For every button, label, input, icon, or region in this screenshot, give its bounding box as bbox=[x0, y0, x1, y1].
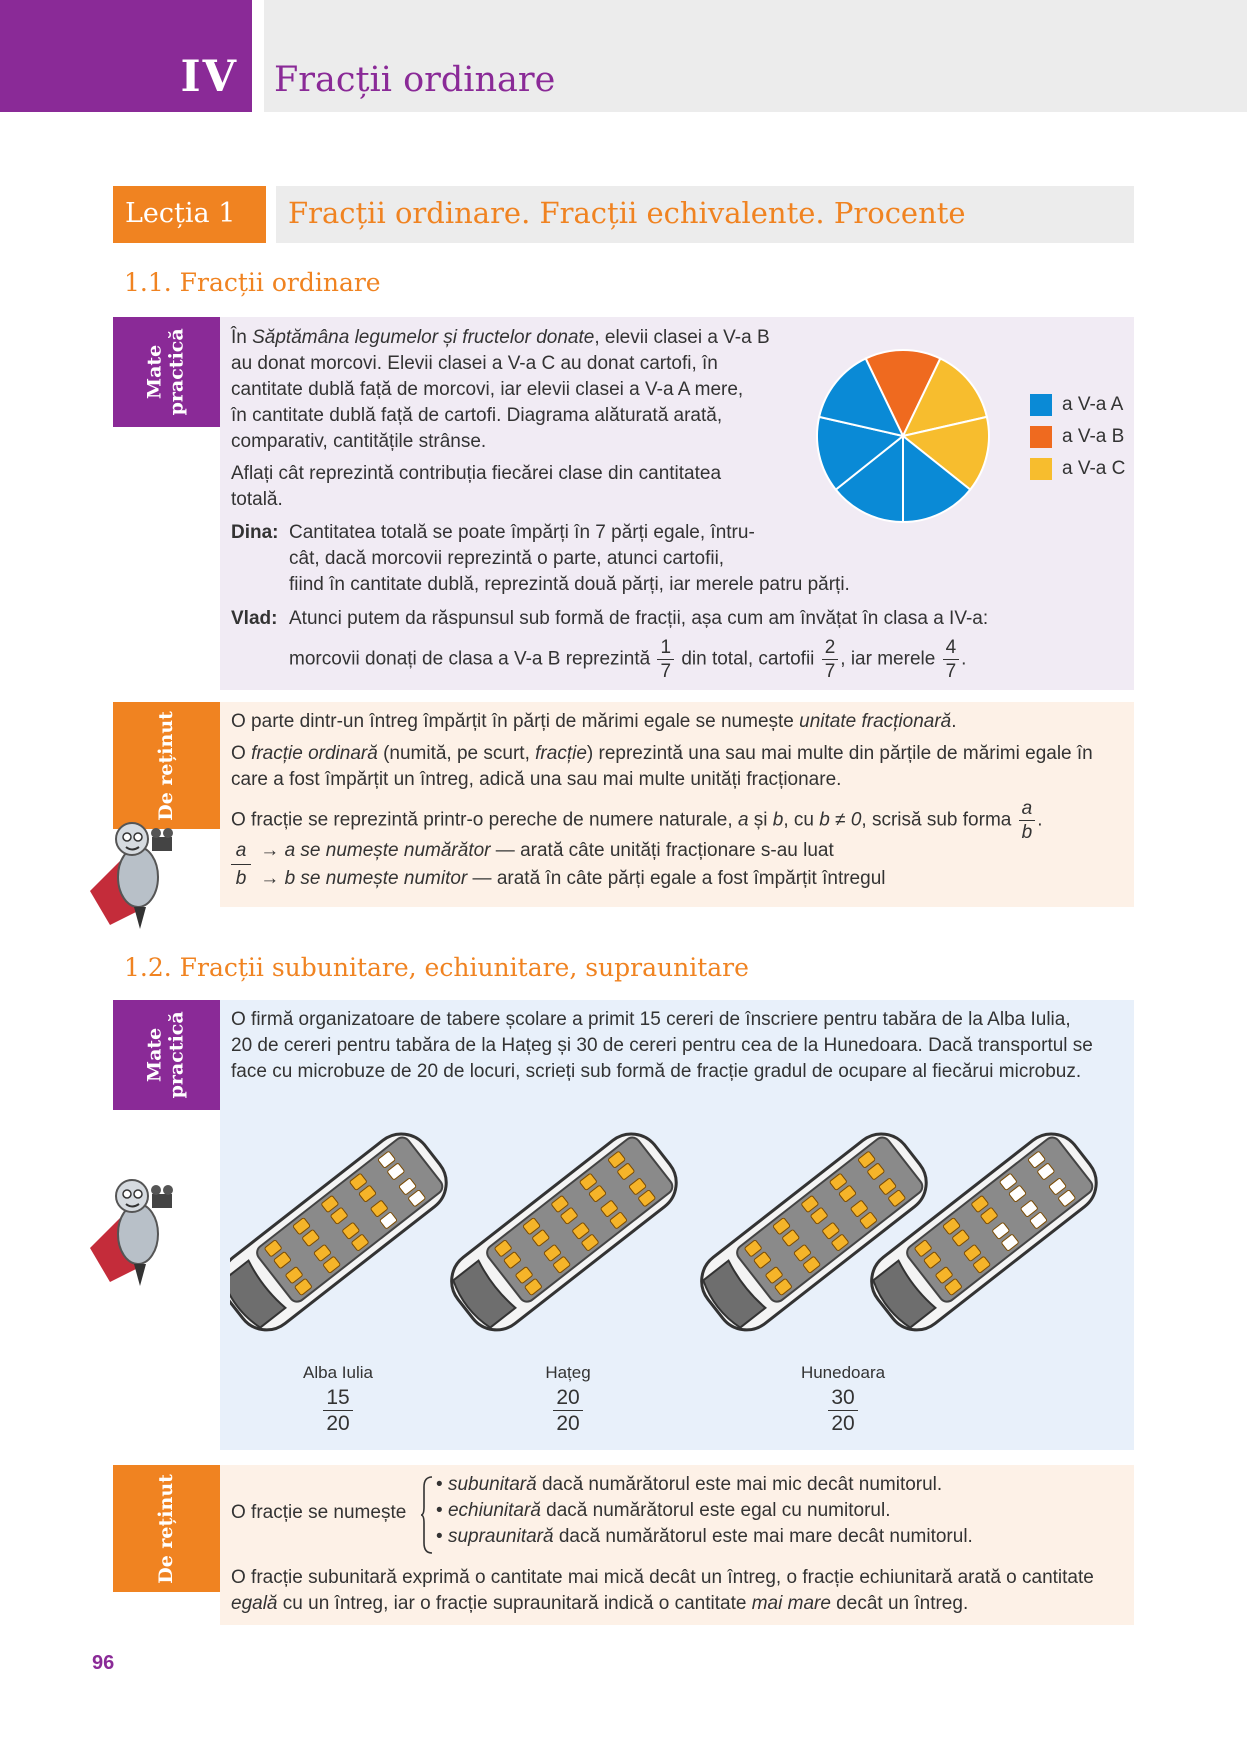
numerator: 20 bbox=[553, 1387, 582, 1411]
problem-line: face cu microbuze de 20 de locuri, scrieți sub formă de fracție gradul de ocupare al fiecărui microbuz. bbox=[231, 1061, 1082, 1082]
text: — arată câte unități fracționare s-au luat bbox=[490, 840, 834, 861]
legend-item bbox=[1030, 389, 1125, 421]
term: numărător bbox=[403, 840, 491, 861]
vlad-text-part: , iar merele bbox=[840, 648, 936, 670]
vlad-fractions-line bbox=[289, 638, 1129, 681]
term: unitate fracționară bbox=[799, 711, 952, 732]
classification-item bbox=[436, 1498, 1126, 1524]
term: numitor bbox=[403, 868, 468, 889]
denominator: 20 bbox=[831, 1412, 855, 1435]
text: decât un întreg. bbox=[830, 1593, 969, 1614]
term: mai mare bbox=[751, 1593, 831, 1614]
lesson-title-box bbox=[276, 186, 1134, 243]
bullet: • bbox=[436, 1500, 443, 1521]
text: dacă numărătorul este mai mare decât numitorul. bbox=[553, 1526, 973, 1547]
classification-list bbox=[436, 1472, 1126, 1550]
pie-legend bbox=[1030, 389, 1125, 485]
dina-line: Cantitatea totală se poate împărți în 7 părți egale, întru- bbox=[289, 522, 755, 543]
term: fracție bbox=[535, 743, 587, 764]
fraction-4-7 bbox=[943, 638, 960, 681]
legend-swatch-c bbox=[1030, 458, 1052, 480]
vlad-text-part: morcovii donați de clasa a V-a B reprezintă bbox=[289, 648, 651, 670]
text: dacă numărătorul este mai mic decât numitorul. bbox=[536, 1474, 943, 1495]
intro-text: cantitate dublă față de morcovi, iar elevii clasei a V-a A mere, bbox=[231, 379, 744, 400]
term: fracție ordinară bbox=[251, 743, 378, 764]
problem-line: 20 de cereri pentru tabăra de la Hațeg și 30 de cereri pentru cea de la Hunedoara. Dacă transportul se bbox=[231, 1035, 1093, 1056]
chapter-number: IV bbox=[180, 52, 238, 102]
denominator: 7 bbox=[660, 661, 672, 682]
text: , scrisă sub forma bbox=[861, 809, 1012, 831]
retain-line bbox=[231, 709, 1131, 735]
vlad-text bbox=[289, 606, 1129, 681]
bullet: • bbox=[436, 1526, 443, 1547]
text: dacă numărătorul este egal cu numitorul. bbox=[540, 1500, 891, 1521]
classification-lead: O fracție se numește bbox=[231, 1502, 407, 1523]
denominator: 20 bbox=[326, 1412, 350, 1435]
tab-line-2: practică bbox=[165, 328, 188, 416]
dina-line: fiind în cantitate dublă, reprezintă două părți, iar merele patru părți. bbox=[289, 574, 850, 595]
bus-name: Hațeg bbox=[545, 1363, 591, 1382]
vlad-name bbox=[231, 606, 289, 632]
text: . bbox=[1037, 809, 1043, 831]
intro-question: totală. bbox=[231, 489, 283, 510]
term: supraunitară bbox=[447, 1526, 554, 1547]
numerator: a bbox=[1019, 799, 1036, 821]
bullet: • bbox=[436, 1474, 443, 1495]
chapter-number-box bbox=[0, 0, 252, 112]
speaker-name: Dina: bbox=[231, 522, 279, 543]
variable: b bbox=[772, 809, 784, 831]
variable: a bbox=[737, 809, 749, 831]
tab-line-1: Mate bbox=[143, 344, 166, 400]
denominator: 7 bbox=[824, 661, 836, 682]
bus-fraction bbox=[323, 1387, 352, 1434]
fraction-parts-block bbox=[231, 838, 1131, 894]
chapter-title: Fracții ordinare bbox=[274, 60, 556, 100]
text: și bbox=[748, 809, 773, 831]
text: , cu bbox=[783, 809, 820, 831]
bus-name: Alba Iulia bbox=[303, 1363, 373, 1382]
numerator: 1 bbox=[657, 638, 674, 660]
legend-swatch-b bbox=[1030, 426, 1052, 448]
numerator: 4 bbox=[943, 638, 960, 660]
mate-practica-tab-2 bbox=[113, 1000, 220, 1110]
text: ) reprezintă una sau mai multe din părțile de mărimi egale în bbox=[586, 743, 1093, 764]
legend-label: a V-a A bbox=[1062, 394, 1124, 415]
term: subunitară bbox=[447, 1474, 537, 1495]
paragraph-line bbox=[231, 1591, 1131, 1617]
numerator-row bbox=[231, 838, 1131, 866]
text: a se numește bbox=[284, 840, 404, 861]
text: cu un întreg, iar o fracție supraunitară indică o cantitate bbox=[277, 1593, 752, 1614]
bus-fraction bbox=[553, 1387, 582, 1434]
chapter-title-box bbox=[264, 0, 1247, 112]
tab-label: De reținut bbox=[154, 1473, 177, 1584]
lesson-title: Fracții ordinare. Fracții echivalente. Procente bbox=[288, 196, 966, 230]
problem-line: O firmă organizatoare de tabere școlare a primit 15 cereri de înscriere pentru tabăra de la Alba Iulia, bbox=[231, 1009, 1071, 1030]
tab-label: De reținut bbox=[154, 710, 177, 821]
lesson-label-box bbox=[113, 186, 266, 243]
dina-text bbox=[289, 520, 1129, 598]
classification-item bbox=[436, 1472, 1126, 1498]
legend-item bbox=[1030, 421, 1125, 453]
legend-swatch-a bbox=[1030, 394, 1052, 416]
bus-caption-hunedoara bbox=[783, 1363, 903, 1434]
section-1-title: 1.1. Fracții ordinare bbox=[124, 268, 381, 297]
numerator-letter: a bbox=[231, 838, 251, 865]
tab-line-2: practică bbox=[165, 1011, 188, 1099]
lesson-label: Lecția 1 bbox=[125, 198, 236, 229]
denominator: 7 bbox=[945, 661, 957, 682]
text: (numită, pe scurt, bbox=[377, 743, 536, 764]
arrow-icon: → bbox=[260, 868, 280, 889]
paragraph-line: O fracție subunitară exprimă o cantitate mai mică decât un întreg, o fracție echiunitară arată o cantitate bbox=[231, 1567, 1094, 1588]
retain-2-paragraph bbox=[231, 1565, 1131, 1617]
section-1-intro bbox=[231, 325, 771, 513]
de-retinut-tab-1 bbox=[113, 702, 220, 829]
curly-brace bbox=[420, 1475, 434, 1555]
pie-chart bbox=[812, 345, 994, 527]
vlad-text-part: . bbox=[961, 648, 967, 670]
retain-1-text bbox=[231, 709, 1131, 842]
intro-text: , elevii clasei a V-a B bbox=[594, 327, 770, 348]
retain-line bbox=[231, 799, 1131, 842]
bus-caption-hateg bbox=[508, 1363, 628, 1434]
fraction-2-7 bbox=[822, 638, 839, 681]
microbus-illustrations bbox=[230, 1105, 1130, 1365]
intro-question: Aflați cât reprezintă contribuția fiecărei clase din cantitatea bbox=[231, 463, 722, 484]
intro-text: în cantitate dublă față de cartofi. Diagrama alăturată arată, bbox=[231, 405, 723, 426]
legend-item bbox=[1030, 453, 1125, 485]
vlad-line: Atunci putem da răspunsul sub formă de fracții, așa cum am învățat în clasa a IV-a: bbox=[289, 608, 989, 629]
speaker-name: Vlad: bbox=[231, 608, 278, 629]
term: egală bbox=[231, 1593, 278, 1614]
arrow-icon: → bbox=[260, 840, 280, 861]
numerator: 2 bbox=[822, 638, 839, 660]
denominator: b bbox=[1021, 822, 1033, 843]
intro-italic: Săptămâna legumelor și fructelor donate bbox=[252, 327, 595, 348]
text: O bbox=[231, 743, 252, 764]
bus-name: Hunedoara bbox=[800, 1363, 886, 1382]
classification-item bbox=[436, 1524, 1126, 1550]
fraction-a-b bbox=[1019, 799, 1036, 842]
text: . bbox=[951, 711, 957, 732]
microbus bbox=[230, 1122, 458, 1342]
numerator: 15 bbox=[323, 1387, 352, 1411]
intro-text: În bbox=[231, 327, 253, 348]
denominator-row bbox=[231, 866, 1131, 894]
bus-caption-alba-iulia bbox=[278, 1363, 398, 1434]
intro-text: comparativ, cantitățile strânse. bbox=[231, 431, 487, 452]
mascot-illustration bbox=[82, 1172, 192, 1290]
numerator: 30 bbox=[828, 1387, 857, 1411]
text: b se numește bbox=[284, 868, 404, 889]
mate-practica-tab-1 bbox=[113, 317, 220, 427]
retain-line bbox=[231, 741, 1131, 767]
section-2-problem bbox=[231, 1007, 1131, 1085]
section-2-title: 1.2. Fracții subunitare, echiunitare, supraunitare bbox=[124, 953, 749, 982]
legend-label: a V-a B bbox=[1062, 426, 1125, 447]
vlad-text-part: din total, cartofii bbox=[681, 648, 815, 670]
retain-line: care a fost împărțit un întreg, adică una sau mai multe unități fracționare. bbox=[231, 769, 842, 790]
text: — arată în câte părți egale a fost împărțit întregul bbox=[467, 868, 886, 889]
text: O fracție se reprezintă printr-o pereche de numere naturale, bbox=[231, 809, 738, 831]
tab-line-1: Mate bbox=[143, 1027, 166, 1083]
microbus bbox=[440, 1122, 689, 1342]
dina-line: cât, dacă morcovii reprezintă o parte, atunci cartofii, bbox=[289, 548, 725, 569]
term: echiunitară bbox=[447, 1500, 541, 1521]
page-number: 96 bbox=[92, 1652, 115, 1674]
de-retinut-tab-2 bbox=[113, 1465, 220, 1592]
mascot-illustration bbox=[82, 815, 192, 933]
legend-label: a V-a C bbox=[1062, 458, 1126, 479]
dina-name bbox=[231, 520, 289, 546]
intro-text: au donat morcovi. Elevii clasei a V-a C au donat cartofi, în bbox=[231, 353, 718, 374]
condition: b ≠ 0 bbox=[819, 809, 862, 831]
text: O parte dintr-un întreg împărțit în părți de mărimi egale se numește bbox=[231, 711, 800, 732]
denominator: 20 bbox=[556, 1412, 580, 1435]
fraction-1-7 bbox=[657, 638, 674, 681]
bus-fraction bbox=[828, 1387, 857, 1434]
denominator-letter: b bbox=[235, 868, 247, 889]
